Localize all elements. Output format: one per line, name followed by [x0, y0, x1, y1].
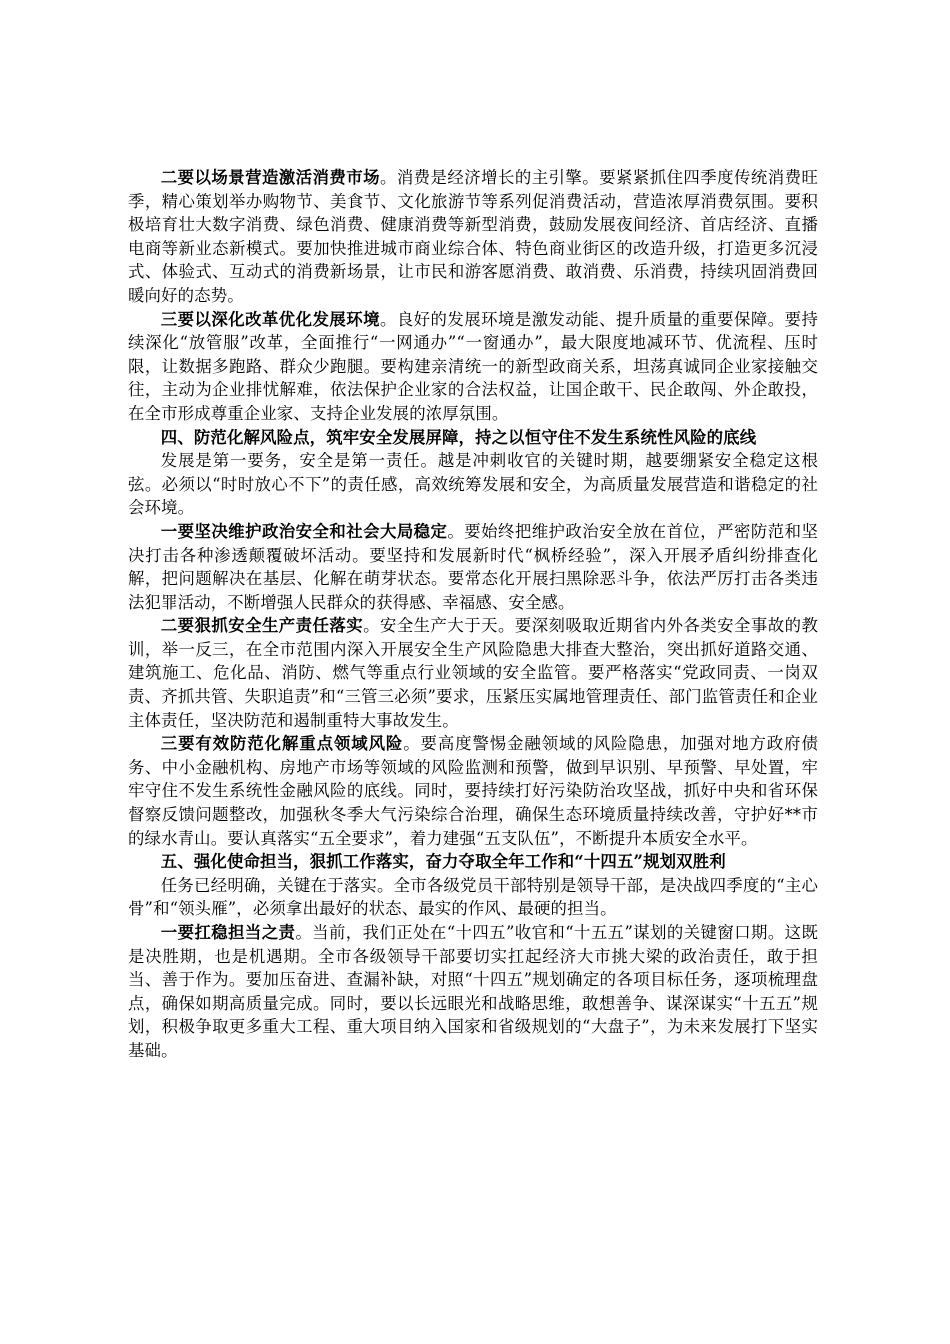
paragraph-text: 。当前，我们正处在“十四五”收官和“十五五”谋划的关键窗口期。这既是决胜期，也是机遇期。全市各级领导干部要切实扛起经济大市挑大梁的政治责任，敢于担当、善于作为。要加压奋进、查漏补缺，对照“十四五”规划确定的各项目标任务，逐项梳理盘点，确保如期高质量完成。同时，要以长远眼光和战略思维，敢想善争、谋深谋实“十五五”规划，积极争取更多重大工程、重大项目纳入国家和省级规划的“大盘子”，为未来发展打下坚实基础。 [128, 923, 818, 1060]
paragraph-lead: 一要扛稳担当之责 [160, 923, 296, 942]
paragraph-consumption [128, 166, 818, 308]
paragraph-text: 。安全生产大于天。要深刻吸取近期省内外各类安全事故的教训，举一反三，在全市范围内深入开展安全生产风险隐患大排查大整治，突出抓好道路交通、建筑施工、危化品、消防、燃气等重点行业领域的安全监管。要严格落实“党政同责、一岗双责、齐抓共管、失职追责”和“三管三必须”要求，压紧压实属地管理责任、部门监管责任和企业主体责任，坚决防范和遏制重特大事故发生。 [128, 616, 818, 730]
paragraph-production-safety [128, 614, 818, 732]
paragraph-political-security [128, 520, 818, 614]
paragraph-lead: 一要坚决维护政治安全和社会大局稳定 [160, 521, 448, 541]
paragraph-text: 。消费是经济增长的主引擎。要紧紧抓住四季度传统消费旺季，精心策划举办购物节、美食节、文化旅游节等系列促消费活动，营造浓厚消费氛围。要积极培育壮大数字消费、绿色消费、健康消费等新型消费，鼓励发展夜间经济、首店经济、直播电商等新业态新模式。要加快推进城市商业综合体、特色商业街区的改造升级，打造更多沉浸式、体验式、互动式的消费新场景，让市民和游客愿消费、敢消费、乐消费，持续巩固消费回暖向好的态势。 [128, 168, 818, 305]
paragraph-text: 。要高度警惕金融领域的风险隐患，加强对地方政府债务、中小金融机构、房地产市场等领域的风险监测和预警，做到早识别、早预警、早处置，牢牢守住不发生系统性金融风险的底线。同时，要持续打好污染防治攻坚战，抓好中央和省环保督察反馈问题整改，加强秋冬季大气污染综合治理，确保生态环境质量持续改善，守护好**市的绿水青山。要认真落实“五全要求”，着力建强“五支队伍”，不断提升本质安全水平。 [128, 734, 818, 848]
paragraph-intro-safety [128, 449, 818, 520]
paragraph-reform [128, 308, 818, 426]
section-heading-five: 五、强化使命担当，狠抓工作落实，奋力夺取全年工作和“十四五”规划双胜利 [160, 852, 726, 872]
paragraph-text: 。良好的发展环境是激发动能、提升质量的重要保障。要持续深化“放管服”改革，全面推行“一网通办”“一窗通办”，最大限度地减环节、优流程、压时限，让数据多跑路、群众少跑腿。要构建亲清统一的新型政商关系，坦荡真诚同企业家接触交往，主动为企业排忧解难，依法保护企业家的合法权益，让国企敢干、民企敢闯、外企敢投，在全市形成尊重企业家、支持企业发展的浓厚氛围。 [128, 309, 818, 423]
paragraph-text: 。要始终把维护政治安全放在首位，严密防范和坚决打击各种渗透颠覆破坏活动。要坚持和发展新时代“枫桥经验”，深入开展矛盾纠纷排查化解，把问题解决在基层、化解在萌芽状态。要常态化开展扫黑除恶斗争，依法严厉打击各类违法犯罪活动，不断增强人民群众的获得感、幸福感、安全感。 [128, 521, 818, 612]
paragraph-responsibility [128, 921, 818, 1063]
paragraph-key-risks [128, 732, 818, 850]
document-body [128, 166, 818, 1063]
paragraph-text: 任务已经明确，关键在于落实。全市各级党员干部特别是领导干部，是决战四季度的“主心骨”和“领头雁”，必须拿出最好的状态、最实的作风、最硬的担当。 [128, 875, 818, 919]
paragraph-lead: 二要以场景营造激活消费市场 [160, 168, 380, 187]
paragraph-lead: 三要以深化改革优化发展环境 [160, 309, 380, 329]
section-heading-four: 四、防范化解风险点，筑牢安全发展屏障，持之以恒守住不发生系统性风险的底线 [160, 427, 757, 447]
paragraph-lead: 二要狠抓安全生产责任落实 [160, 616, 364, 636]
paragraph-intro-implementation [128, 874, 818, 921]
paragraph-lead: 三要有效防范化解重点领域风险 [160, 734, 404, 754]
paragraph-text: 发展是第一要务，安全是第一责任。越是冲刺收官的关键时期，越要绷紧安全稳定这根弦。必须以“时时放心不下”的责任感，高效统筹发展和安全，为高质量发展营造和谐稳定的社会环境。 [128, 451, 818, 518]
